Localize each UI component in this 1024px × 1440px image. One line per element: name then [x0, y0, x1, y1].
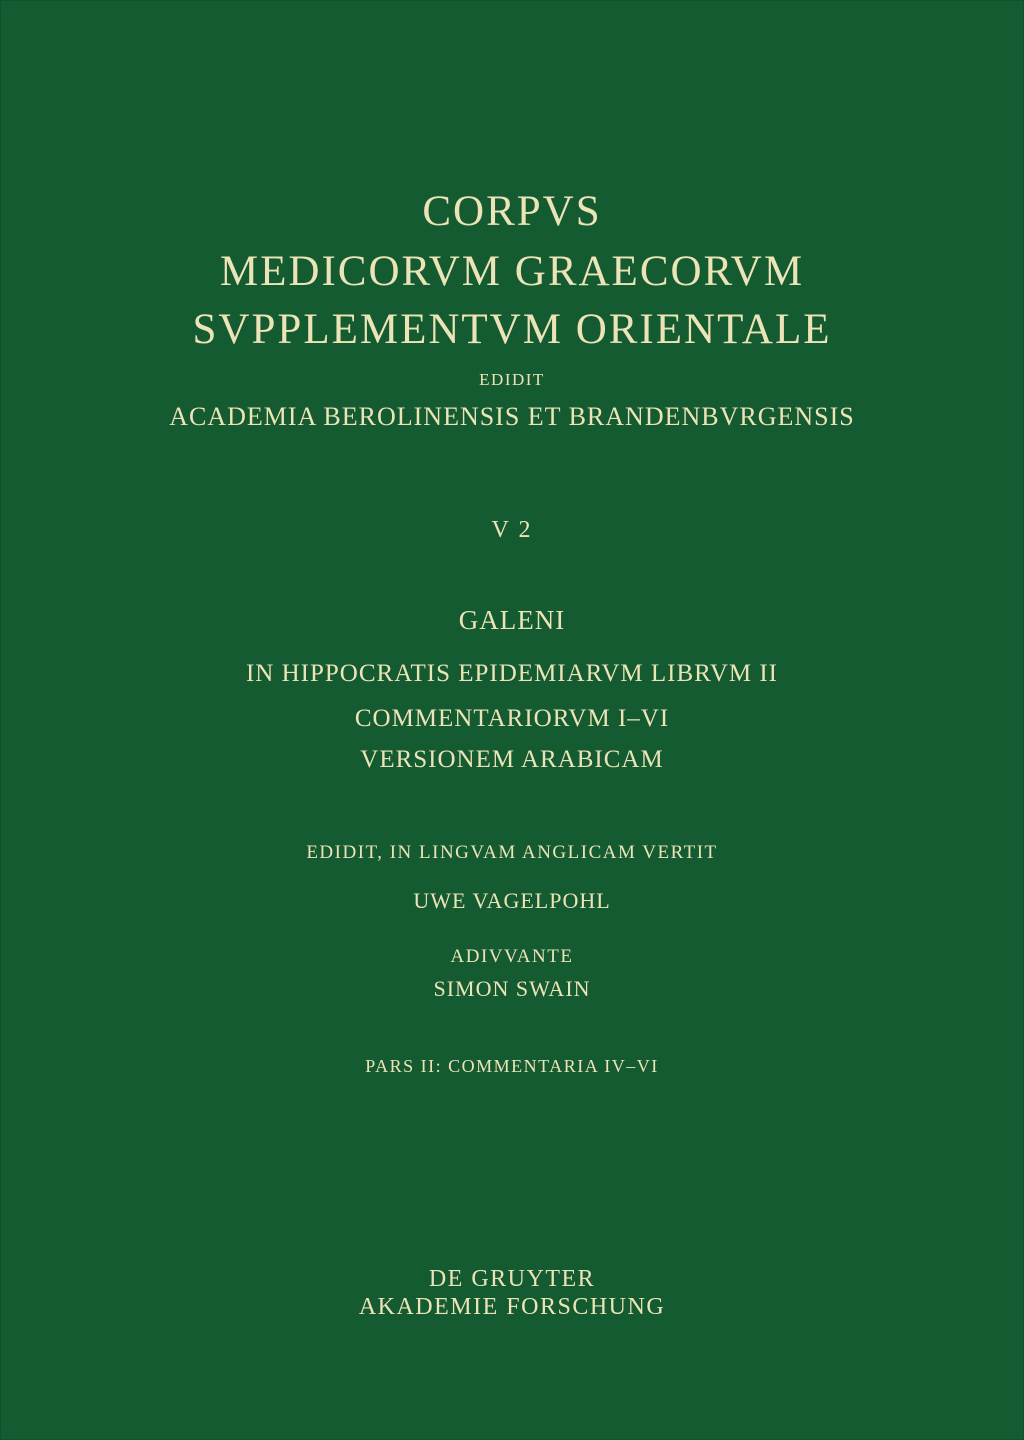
academy-name: ACADEMIA BEROLINENSIS ET BRANDENBVRGENSIS [169, 402, 855, 431]
editor-role: EDIDIT, IN LINGVAM ANGLICAM VERTIT [306, 842, 718, 863]
series-title-line-3: SVPPLEMENTVM ORIENTALE [192, 306, 832, 353]
assistant-role: ADIVVANTE [450, 946, 574, 967]
series-title-line-2: MEDICORVM GRAECORVM [219, 248, 805, 295]
series-title-line-1: CORPVS [422, 188, 602, 235]
assistant-name: SIMON SWAIN [433, 976, 591, 1001]
publisher-line-1: DE GRUYTER [428, 1266, 596, 1292]
volume-number: V 2 [491, 517, 533, 543]
work-title-line-3: VERSIONEM ARABICAM [360, 746, 664, 773]
author-name: GALENI [458, 605, 566, 635]
publisher-line-2: AKADEMIE FORSCHUNG [358, 1294, 666, 1320]
work-title-line-1: IN HIPPOCRATIS EPIDEMIARVM LIBRVM II [245, 660, 779, 687]
editor-name: UWE VAGELPOHL [413, 888, 611, 913]
part-label: PARS II: COMMENTARIA IV–VI [365, 1056, 659, 1076]
edidit-label: EDIDIT [479, 370, 545, 389]
work-title-line-2: COMMENTARIORVM I–VI [354, 705, 670, 732]
